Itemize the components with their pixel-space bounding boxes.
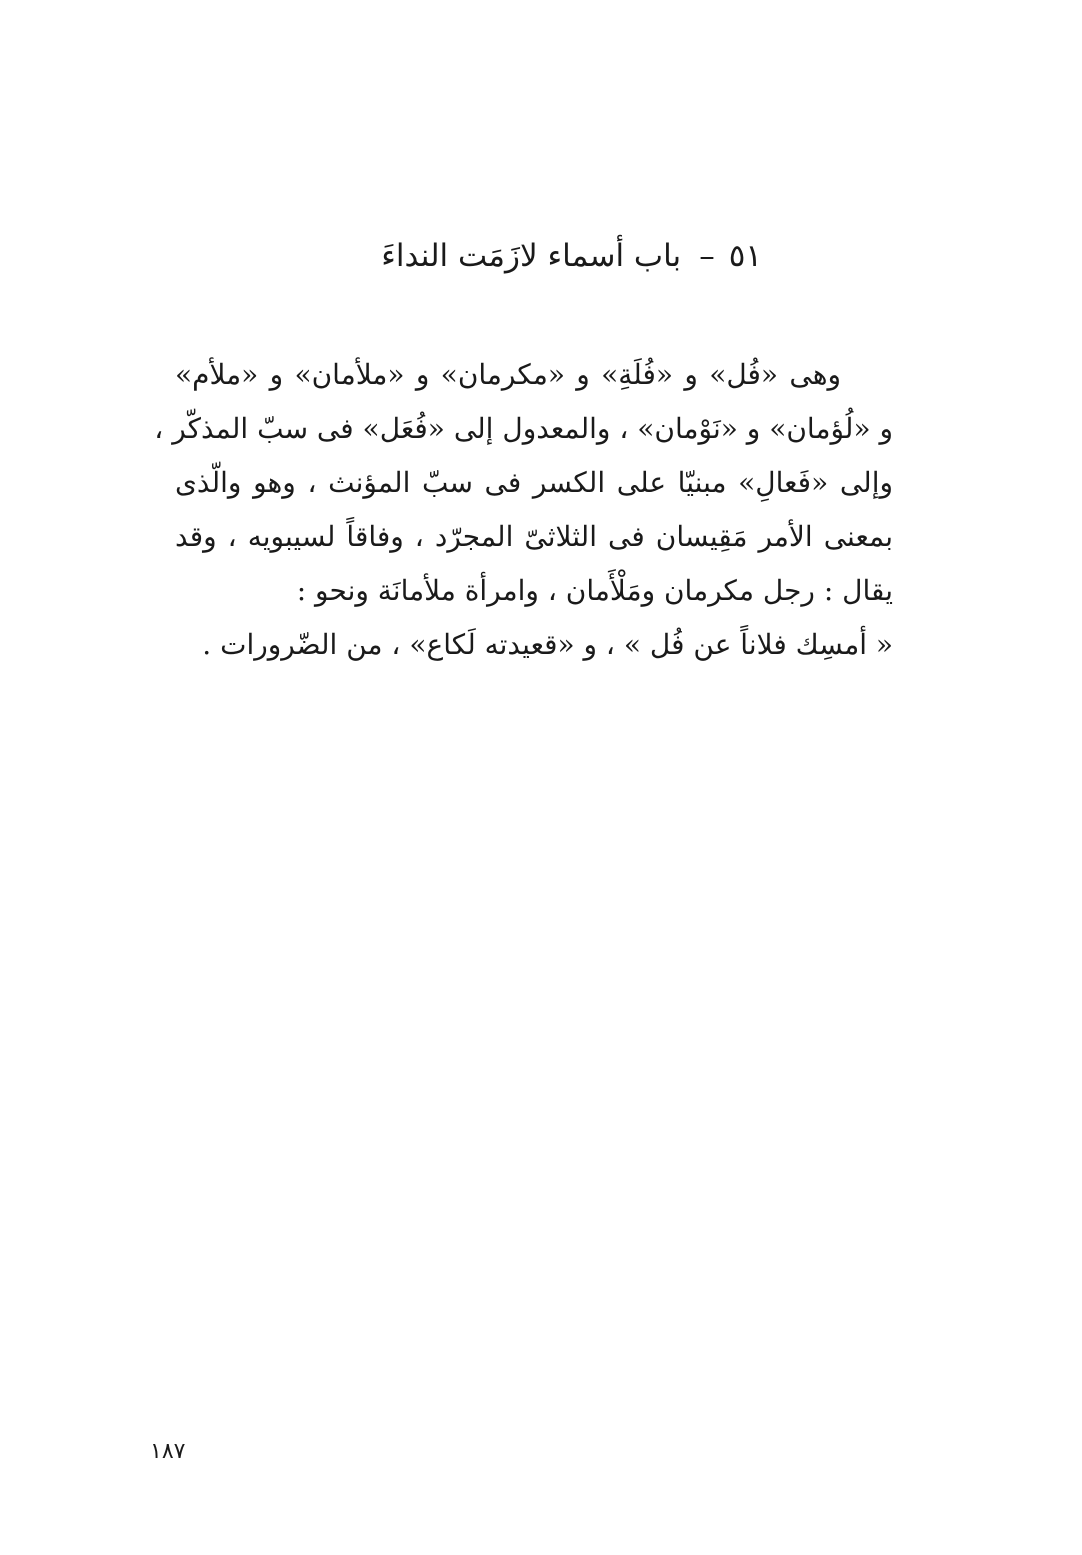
text-line: « أمسِك فلاناً عن فُل » ، و «قعيدته لَكاع» ، من الضّرورات . [202,628,893,661]
chapter-dash: – [699,238,715,274]
text-line: وهى «فُل» و «فُلَةِ» و «مكرمان» و «ملأمان» و «ملأم» [175,358,841,391]
text-line: بمعنى الأمر مَقِيسان فى الثلاثىّ المجرّد ، وفاقاً لسيبويه ، وقد [175,520,893,553]
text-line: و «لُؤمان» و «نَوْمان» ، والمعدول إلى «فُعَل» فى سبّ المذكّر ، [154,412,893,445]
text-line: وإلى «فَعالِ» مبنيّا على الكسر فى سبّ المؤنث ، وهو والّذى [175,466,893,499]
text-line: يقال : رجل مكرمان ومَلْأَمان ، وامرأة ملأمانَة ونحو : [296,574,893,607]
chapter-number: ٥١ [728,238,762,274]
chapter-title-text: باب أسماء لازَمَت النداءَ [381,238,682,274]
page-number: ١٨٧ [150,1439,186,1464]
body-paragraph [154,348,893,672]
chapter-heading [180,236,762,276]
